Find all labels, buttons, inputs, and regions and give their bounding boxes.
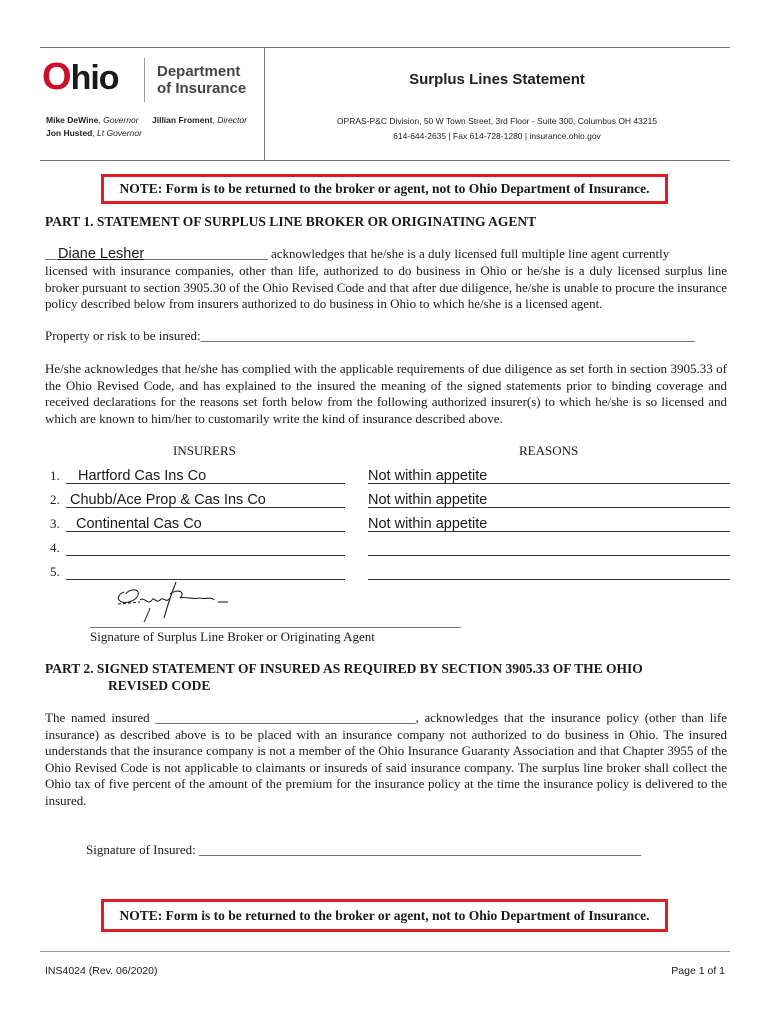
insurer-field[interactable]	[66, 539, 345, 556]
reasons-header: REASONS	[519, 443, 579, 458]
part1-heading: PART 1. STATEMENT OF SURPLUS LINE BROKER OR ORIGINATING AGENT	[45, 214, 537, 229]
form-id: INS4024 (Rev. 06/2020)	[45, 965, 158, 977]
footer-rule	[40, 951, 730, 952]
insured-acknowledgement-text: The named insured ________________________________________, acknowledges that the insurance policy (other than life insurance) as described above is to be placed with an insurance company not authorized to do business in Ohio. The insured understands that the insurance company is not a member of the Ohio Insurance Guaranty Association and that Chapter 3955 of the Ohio Revised Code is not applicable to claimants or insureds of said insurance company. The surplus line broker shall collect the Ohio tax of five percent of the amount of the premium for the insurance policy at the time the insurance policy is delivered to the insured.	[45, 710, 727, 808]
insured-signature-line: Signature of Insured: ____________________________________________________________________	[86, 842, 642, 857]
logo-divider	[144, 58, 145, 102]
agent-acknowledgement-text: licensed with insurance companies, other than life, authorized to do business in Ohio or he/she is a duly licensed surplus line broker pursuant to section 3905.30 of the Ohio Revised Code and that after due diligence, he/she is unable to procure the insurance policy described below from insurers authorized to do business in Ohio to which he/she is a licensed agent.	[45, 263, 727, 311]
reason-field[interactable]: Not within appetite	[368, 491, 730, 508]
agent-acknowledgement-line: __Diane Lesher___________________ acknowledges that he/she is a duly licensed full multiple line agent currently	[45, 246, 670, 262]
reason-field[interactable]: Not within appetite	[368, 467, 730, 484]
contact-info: 614-644-2635 | Fax 614-728-1280 | insurance.ohio.gov	[393, 131, 601, 141]
governor: Mike DeWine, Governor	[46, 115, 139, 125]
header-bottom-rule	[40, 160, 730, 161]
reason-field[interactable]	[368, 563, 730, 580]
page-number: Page 1 of 1	[671, 965, 725, 977]
department-name: Department of Insurance	[157, 63, 247, 97]
return-note-top: NOTE: Form is to be returned to the broker or agent, not to Ohio Department of Insurance.	[101, 174, 668, 204]
row-number: 2.	[50, 492, 60, 507]
agent-name-field[interactable]: Diane Lesher	[58, 246, 145, 262]
row-number: 4.	[50, 540, 60, 555]
insured-signature-field[interactable]: ____________________________________________________________________	[199, 842, 642, 857]
part2-heading: PART 2. SIGNED STATEMENT OF INSURED AS REQUIRED BY SECTION 3905.33 OF THE OHIO	[45, 661, 643, 676]
due-diligence-text: He/she acknowledges that he/she has complied with the applicable requirements of due diligence as set forth in section 3905.33 of the Ohio Revised Code, and has explained to the insured the meaning of the signed statements prior to binding coverage and received declarations for the reasons set forth below from the following authorized insurer(s) to which he/she is so licensed and which are known to him/her to customarily write the kind of insurance described above.	[45, 361, 727, 426]
ohio-logo: Ohio	[42, 56, 119, 98]
property-risk-field[interactable]: ____________________________________________________________________________	[200, 328, 695, 343]
insurer-field[interactable]: Chubb/Ace Prop & Cas Ins Co	[66, 491, 345, 508]
header-divider	[264, 47, 265, 160]
header-top-rule	[40, 47, 730, 48]
broker-signature-label: Signature of Surplus Line Broker or Originating Agent	[90, 629, 375, 644]
insurer-field[interactable]: Continental Cas Co	[66, 515, 345, 532]
lt-governor: Jon Husted, Lt Governor	[46, 128, 142, 138]
row-number: 5.	[50, 564, 60, 579]
row-number: 1.	[50, 468, 60, 483]
director: Jillian Froment, Director	[152, 115, 247, 125]
insurers-header: INSURERS	[173, 443, 236, 458]
division-address: OPRAS-P&C Division, 50 W Town Street, 3rd Floor - Suite 300, Columbus OH 43215	[336, 116, 658, 126]
part2-heading-cont: REVISED CODE	[108, 678, 211, 693]
reason-field[interactable]	[368, 539, 730, 556]
form-title: Surplus Lines Statement	[409, 71, 585, 88]
return-note-bottom: NOTE: Form is to be returned to the broker or agent, not to Ohio Department of Insurance.	[101, 899, 668, 932]
property-risk-line: Property or risk to be insured:____________________________________________________________________________	[45, 328, 695, 343]
insurer-field[interactable]: Hartford Cas Ins Co	[66, 467, 345, 484]
reason-field[interactable]: Not within appetite	[368, 515, 730, 532]
row-number: 3.	[50, 516, 60, 531]
broker-signature-line[interactable]: _________________________________________________________	[90, 614, 461, 629]
